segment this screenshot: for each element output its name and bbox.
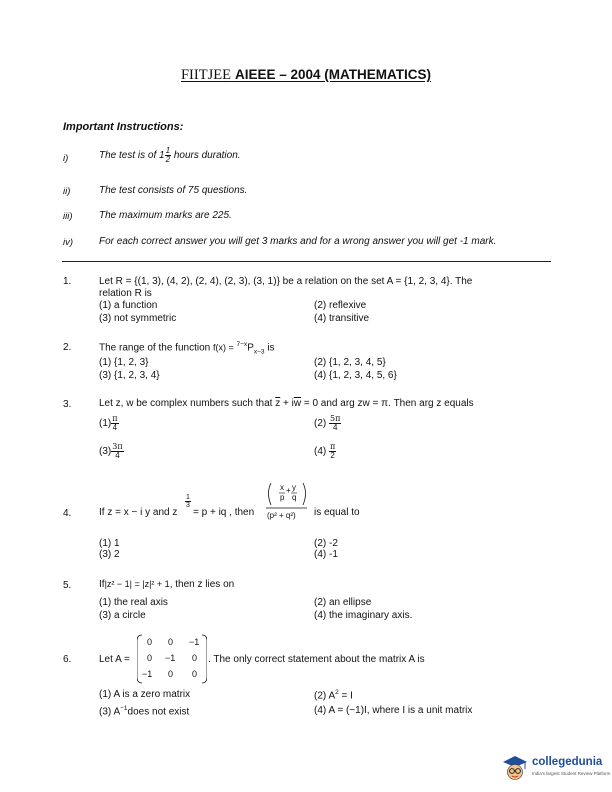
- question-stem: Let R = {(1, 3), (4, 2), (2, 4), (2, 3), (3, 1)} be a relation on the set A = {1, 2, 3, 4}. The: [99, 276, 473, 287]
- stem-text: = 0 and arg zw = π. Then arg z equals: [301, 398, 474, 409]
- fraction-numerator: 3π: [112, 442, 123, 451]
- matrix-cell: 0: [147, 653, 153, 663]
- question-stem: [99, 398, 474, 409]
- title-part2: AIEEE – 2004 (MATHEMATICS): [234, 67, 431, 82]
- math-sup: 7−x: [236, 341, 248, 348]
- option: (1) a function: [99, 300, 158, 311]
- instruction-number: i): [63, 153, 69, 164]
- instruction-number: ii): [63, 186, 71, 197]
- option: (2) -2: [314, 538, 338, 549]
- option: (3) {1, 2, 3, 4}: [99, 370, 160, 381]
- matrix-cell: −1: [165, 653, 176, 663]
- page-title: [0, 67, 612, 84]
- math-p: P: [247, 342, 254, 354]
- stem-text: . The only correct statement about the matrix A is: [208, 654, 425, 665]
- matrix: [137, 633, 207, 685]
- option: [99, 443, 124, 460]
- option: (4) -1: [314, 549, 338, 560]
- question-stem: [99, 579, 234, 590]
- math-plus-i: + i: [280, 398, 294, 409]
- fraction: [111, 415, 118, 432]
- stem-text: is equal to: [314, 507, 360, 518]
- question-number: 4.: [63, 508, 72, 519]
- option-text: (3) A: [99, 706, 121, 718]
- fraction-numerator: 5π: [330, 414, 341, 423]
- fraction-numerator: π: [112, 414, 118, 423]
- math-z-bar: $\overline{z}$: [275, 398, 281, 409]
- option: (3) 2: [99, 549, 120, 560]
- instruction-text: The maximum marks are 225.: [99, 210, 232, 221]
- matrix-cell: 0: [192, 653, 198, 663]
- stem-text: , then z lies on: [169, 579, 235, 590]
- fraction: [329, 443, 336, 460]
- question-stem: Let A =: [99, 654, 130, 665]
- math-expression: |z² − 1| = |z|² + 1: [104, 579, 170, 589]
- math-p: p: [280, 493, 285, 502]
- math-sup: −1: [120, 705, 128, 712]
- matrix-cell: 0: [147, 637, 153, 647]
- option-label: (3): [99, 446, 112, 457]
- exponent-denominator: 3: [186, 502, 190, 509]
- option: (4) transitive: [314, 313, 370, 324]
- matrix-cell: −1: [189, 637, 200, 647]
- stem-text: = p + iq , then: [193, 507, 255, 518]
- question-number: 5.: [63, 580, 72, 591]
- fraction: [111, 443, 123, 460]
- option: [314, 443, 336, 460]
- title-part1: FIITJEE: [180, 67, 231, 83]
- option: (2) {1, 2, 3, 4, 5}: [314, 357, 386, 368]
- instruction-item: [99, 147, 241, 164]
- fraction: [329, 415, 341, 432]
- divider: [62, 261, 551, 262]
- fraction-denominator: 4: [112, 423, 118, 432]
- math-w-bar: $\overline{w}$: [293, 398, 302, 409]
- question-number: 1.: [63, 276, 72, 287]
- option: (1) the real axis: [99, 597, 168, 608]
- fraction-denominator: 2: [330, 451, 335, 460]
- option-text: = I: [338, 690, 353, 702]
- instruction-number: iv): [63, 237, 74, 248]
- math-sup: 2: [335, 689, 339, 696]
- option-label: (2): [314, 418, 327, 429]
- logo-text: collegedunia: [532, 756, 603, 768]
- matrix-cell: −1: [142, 669, 153, 679]
- option-text: (2) A: [314, 690, 336, 702]
- math-y: y: [292, 483, 296, 492]
- option: (2) reflexive: [314, 300, 367, 311]
- option: [99, 705, 189, 717]
- option-label: (4): [314, 446, 327, 457]
- option: (1) A is a zero matrix: [99, 689, 191, 700]
- instruction-text: The test is of 1: [99, 150, 165, 161]
- matrix-cell: 0: [168, 669, 174, 679]
- option: (3) a circle: [99, 610, 146, 621]
- option: (4) the imaginary axis.: [314, 610, 413, 621]
- stem-text: If: [99, 579, 105, 590]
- option: (4) A = (−1)I, where I is a unit matrix: [314, 705, 473, 716]
- math-fx: f(x) =: [212, 342, 234, 353]
- fraction: [165, 147, 171, 164]
- stem-text: is: [267, 342, 275, 354]
- question-number: 6.: [63, 654, 72, 665]
- question-stem: relation R is: [99, 288, 152, 299]
- instruction-text: For each correct answer you will get 3 marks and for a wrong answer you will get -1 mark.: [99, 236, 497, 247]
- instruction-number: iii): [63, 211, 73, 222]
- option: [314, 689, 353, 701]
- instruction-text: hours duration.: [173, 150, 241, 161]
- option: (3) not symmetric: [99, 313, 177, 324]
- matrix-cell: 0: [192, 669, 198, 679]
- fraction-numerator: 1: [165, 146, 171, 155]
- option: [99, 415, 119, 432]
- option: (4) {1, 2, 3, 4, 5, 6}: [314, 370, 397, 381]
- option-label: (1): [99, 418, 112, 429]
- instructions-heading: Important Instructions:: [63, 121, 184, 133]
- fraction-denominator: 4: [115, 451, 120, 460]
- option: [314, 415, 341, 432]
- exponent-fraction: [185, 494, 191, 509]
- math-x: x: [280, 483, 284, 492]
- question-stem: [99, 341, 275, 355]
- question-number: 3.: [63, 399, 72, 410]
- option-text: does not exist: [127, 706, 190, 718]
- math-denominator: (p² + q²): [267, 511, 296, 520]
- matrix-cell: 0: [168, 637, 174, 647]
- question-stem: [99, 507, 177, 518]
- math-sub: x−3: [253, 348, 265, 356]
- instruction-text: The test consists of 75 questions.: [99, 185, 248, 196]
- stem-text: The range of the function: [99, 342, 211, 354]
- question-number: 2.: [63, 342, 72, 353]
- fraction-denominator: 2: [165, 155, 171, 164]
- stem-text: Let z, w be complex numbers such that: [99, 398, 273, 409]
- option: (1) 1: [99, 538, 120, 549]
- stem-text: If z = x − i y and z: [99, 507, 178, 518]
- math-q: q: [292, 493, 297, 502]
- exponent-numerator: 1: [186, 494, 190, 501]
- logo-tagline: India's largest Student Review Platform: [532, 771, 611, 776]
- fraction-denominator: 4: [332, 423, 338, 432]
- big-fraction: x p + y q (p² + q²): [265, 481, 307, 529]
- option: (1) {1, 2, 3}: [99, 357, 149, 368]
- fraction-numerator: π: [330, 442, 336, 451]
- graduate-mascot-icon: [500, 753, 530, 786]
- option: (2) an ellipse: [314, 597, 372, 608]
